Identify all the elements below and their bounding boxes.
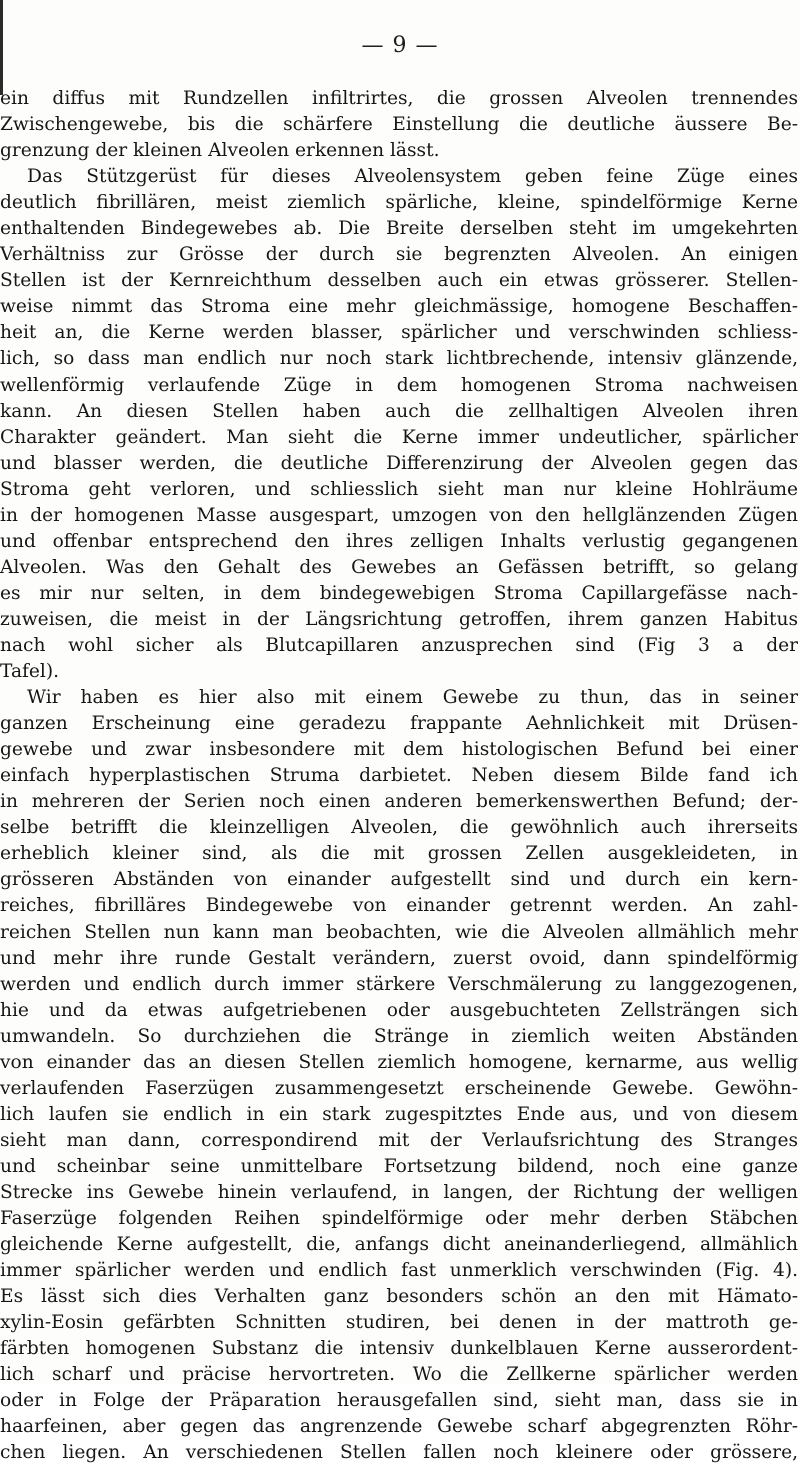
text-line: zuweisen, die meist in der Längsrichtung getroffen, ihrem ganzen Habitus	[0, 608, 798, 630]
body-text	[0, 86, 798, 1466]
text-line: und offenbar entsprechend den ihres zelligen Inhalts verlustig gegangenen	[0, 530, 798, 552]
text-line: umwandeln. So durchziehen die Stränge in ziemlich weiten Abständen	[0, 1025, 798, 1047]
text-line: reiches, fibrilläres Bindegewebe von einander getrennt werden. An zahl-	[0, 895, 798, 917]
text-line: in mehreren der Serien noch einen anderen bemerkenswerthen Befund; der-	[0, 791, 798, 813]
text-line: haarfeinen, aber gegen das angrenzende Gewebe scharf abgegrenzten Röhr-	[0, 1416, 798, 1438]
text-line: Es lässt sich dies Verhalten ganz besonders schön an den mit Hämato-	[0, 1286, 798, 1308]
text-line: Faserzüge folgenden Reihen spindelförmige oder mehr derben Stäbchen	[0, 1208, 798, 1230]
text-line: Das Stützgerüst für dieses Alveolensystem geben feine Züge eines	[27, 166, 798, 188]
text-line: grösseren Abständen von einander aufgestellt sind und durch ein kern-	[0, 869, 798, 891]
text-line: immer spärlicher werden und endlich fast unmerklich verschwinden (Fig. 4).	[0, 1260, 798, 1282]
text-line: lich scharf und präcise hervortreten. Wo die Zellkerne spärlicher werden	[0, 1364, 798, 1386]
text-line: enthaltenden Bindegewebes ab. Die Breite derselben steht im umgekehrten	[0, 218, 798, 240]
text-line: Stroma geht verloren, und schliesslich sieht man nur kleine Hohlräume	[0, 478, 798, 500]
text-line: reichen Stellen nun kann man beobachten, wie die Alveolen allmählich mehr	[0, 921, 798, 943]
paragraph	[0, 86, 798, 164]
text-line: Strecke ins Gewebe hinein verlaufend, in langen, der Richtung der welligen	[0, 1181, 798, 1203]
text-line: und blasser werden, die deutliche Differenzirung der Alveolen gegen das	[0, 452, 798, 474]
text-line: einfach hyperplastischen Struma darbietet. Neben diesem Bilde fand ich	[0, 765, 798, 787]
text-line: grenzung der kleinen Alveolen erkennen lässt.	[0, 140, 440, 162]
text-line: heit an, die Kerne werden blasser, spärlicher und verschwinden schliess-	[0, 322, 798, 344]
text-line: wellenförmig verlaufende Züge in dem homogenen Stroma nachweisen	[0, 374, 798, 396]
text-line: erheblich kleiner sind, als die mit grossen Zellen ausgekleideten, in	[0, 843, 798, 865]
text-line: Alveolen. Was den Gehalt des Gewebes an Gefässen betrifft, so gelang	[0, 556, 798, 578]
text-line: oder in Folge der Präparation herausgefallen sind, sieht man, dass sie in	[0, 1390, 798, 1412]
text-line: lich laufen sie endlich in ein stark zugespitztes Ende aus, und von diesem	[0, 1103, 798, 1125]
text-line: und mehr ihre runde Gestalt verändern, zuerst ovoid, dann spindelförmig	[0, 947, 798, 969]
text-line: lich, so dass man endlich nur noch stark lichtbrechende, intensiv glänzende,	[0, 348, 798, 370]
text-line: färbten homogenen Substanz die intensiv dunkelblauen Kerne ausserordent-	[0, 1338, 798, 1360]
text-line: chen liegen. An verschiedenen Stellen fallen noch kleinere oder grössere,	[0, 1442, 798, 1464]
text-line: gewebe und zwar insbesondere mit dem histologischen Befund bei einer	[0, 739, 798, 761]
text-line: Verhältniss zur Grösse der durch sie begrenzten Alveolen. An einigen	[0, 244, 798, 266]
text-line: Zwischengewebe, bis die schärfere Einstellung die deutliche äussere Be-	[0, 114, 798, 136]
text-line: Stellen ist der Kernreichthum desselben auch ein etwas grösserer. Stellen-	[0, 270, 798, 292]
text-line: deutlich fibrillären, meist ziemlich spärliche, kleine, spindelförmige Kerne	[0, 192, 798, 214]
text-line: ein diffus mit Rundzellen infiltrirtes, die grossen Alveolen trennendes	[0, 88, 798, 109]
text-line: hie und da etwas aufgetriebenen oder ausgebuchteten Zellsträngen sich	[0, 999, 798, 1021]
text-line: Tafel).	[0, 661, 60, 683]
text-line: gleichende Kerne aufgestellt, die, anfangs dicht aneinanderliegend, allmählich	[0, 1234, 798, 1256]
text-line: es mir nur selten, in dem bindegewebigen Stroma Capillargefässe nach-	[0, 582, 798, 604]
text-line: in der homogenen Masse ausgespart, umzogen von den hellglänzenden Zügen	[0, 504, 798, 526]
paragraph	[0, 685, 798, 1466]
text-line: von einander das an diesen Stellen ziemlich homogene, kernarme, aus wellig	[0, 1051, 798, 1073]
text-line: ganzen Erscheinung eine geradezu frappante Aehnlichkeit mit Drüsen-	[0, 713, 798, 735]
text-line: sieht man dann, correspondirend mit der Verlaufsrichtung des Stranges	[0, 1129, 798, 1151]
text-line: werden und endlich durch immer stärkere Verschmälerung zu langgezogenen,	[0, 973, 798, 995]
page-number: — 9 —	[361, 33, 439, 58]
paragraph	[0, 164, 798, 685]
text-line: xylin-Eosin gefärbten Schnitten studiren, bei denen in der mattroth ge-	[0, 1312, 798, 1334]
text-line: kann. An diesen Stellen haben auch die zellhaltigen Alveolen ihren	[0, 400, 798, 422]
text-line: Charakter geändert. Man sieht die Kerne immer undeutlicher, spärlicher	[0, 426, 798, 448]
text-line: selbe betrifft die kleinzelligen Alveolen, die gewöhnlich auch ihrerseits	[0, 817, 798, 839]
text-line: und scheinbar seine unmittelbare Fortsetzung bildend, noch eine ganze	[0, 1155, 798, 1177]
text-line: Wir haben es hier also mit einem Gewebe zu thun, das in seiner	[27, 687, 798, 709]
text-line: nach wohl sicher als Blutcapillaren anzusprechen sind (Fig 3 a der	[0, 634, 798, 656]
text-line: verlaufenden Faserzügen zusammengesetzt erscheinende Gewebe. Gewöhn-	[0, 1077, 798, 1099]
text-line: weise nimmt das Stroma eine mehr gleichmässige, homogene Beschaffen-	[0, 296, 798, 318]
